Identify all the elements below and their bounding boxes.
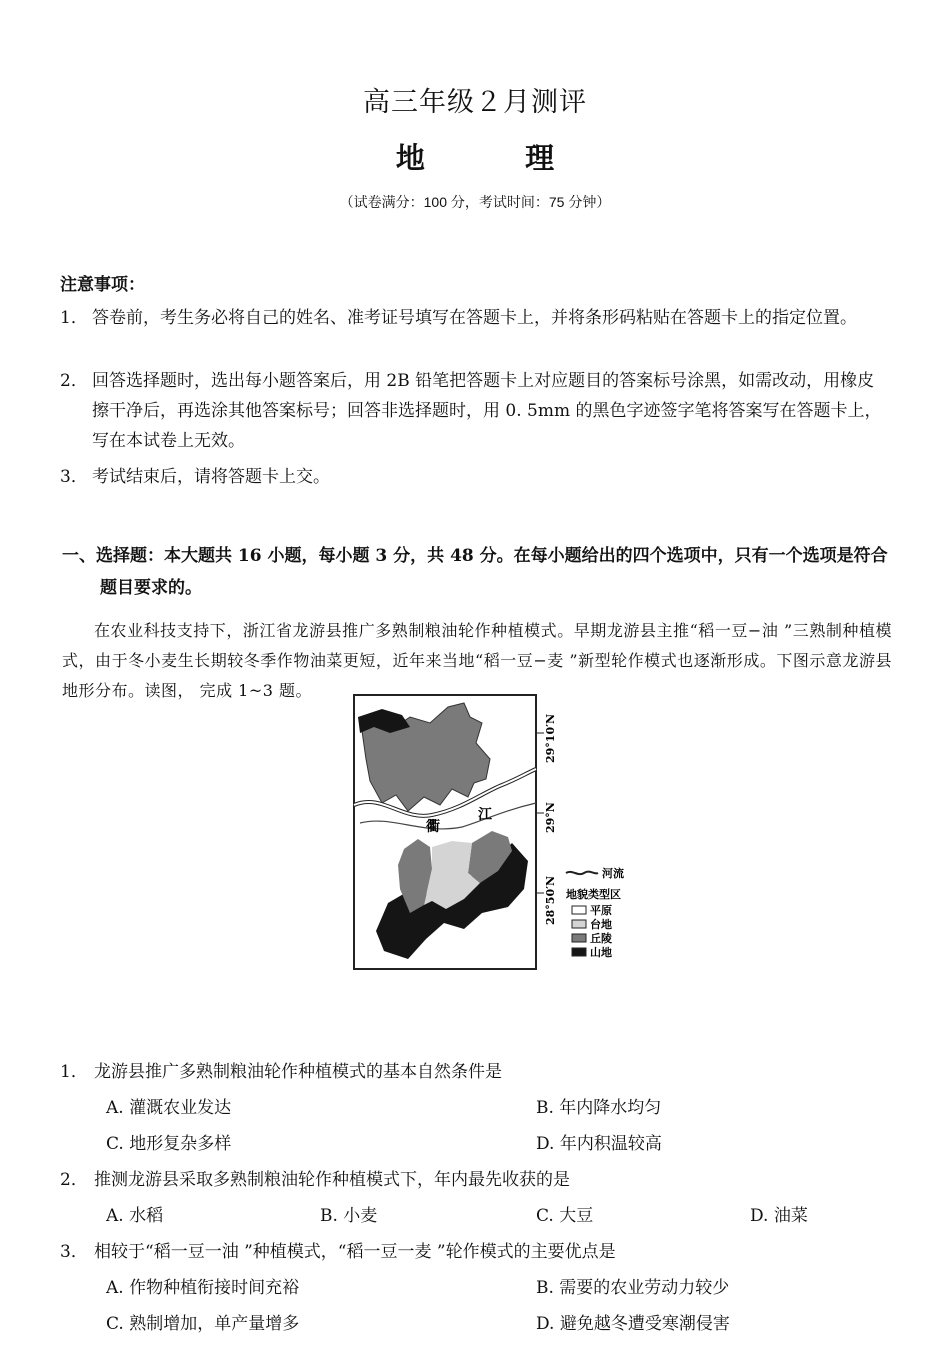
legend-swatch-plain bbox=[572, 906, 586, 914]
lat-label-1: 29°10′N bbox=[544, 713, 557, 763]
option-a: A. 灌溉农业发达 bbox=[106, 1098, 232, 1118]
map-river-label-1: 衢 bbox=[426, 819, 440, 835]
option-b: B. 年内降水均匀 bbox=[536, 1098, 662, 1118]
option-c: C. 地形复杂多样 bbox=[106, 1134, 232, 1154]
legend-label-tableland: 台地 bbox=[590, 918, 612, 931]
legend-river-icon bbox=[566, 872, 598, 875]
option-c: C. 大豆 bbox=[536, 1206, 594, 1226]
option-d: D. 避免越冬遭受寒潮侵害 bbox=[536, 1314, 730, 1334]
question-text: 龙游县推广多熟制粮油轮作种植模式的基本自然条件是 bbox=[94, 1062, 502, 1082]
option-a: A. 作物种植衔接时间充裕 bbox=[106, 1278, 300, 1298]
option-b: B. 小麦 bbox=[320, 1206, 378, 1226]
lat-label-2: 29°N bbox=[544, 802, 557, 833]
section-heading-text: 一、选择题：本大题共 16 小题，每小题 3 分，共 48 分。在每小题给出的四个选项中，只有一个选项是符合题目要求的。 bbox=[62, 546, 888, 598]
question-text: 推测龙游县采取多熟制粮油轮作种植模式下，年内最先收获的是 bbox=[94, 1170, 570, 1190]
map-river-label-2: 江 bbox=[478, 807, 492, 823]
notice-item bbox=[60, 366, 890, 456]
subject-char-2: 理 bbox=[525, 141, 555, 175]
notice-item-text: 回答选择题时，选出每小题答案后，用 2B 铅笔把答题卡上对应题目的答案标号涂黑，如需改动，用橡皮擦干净后，再选涂其他答案标号；回答非选择题时，用 0. 5mm 的黑色字迹签字笔将答案写在答题卡上，写在本试卷上无效。 bbox=[92, 371, 882, 451]
question-number: 3． bbox=[60, 1242, 88, 1262]
notice-item-text: 考试结束后，请将答题卡上交。 bbox=[92, 467, 330, 487]
passage: 在农业科技支持下，浙江省龙游县推广多熟制粮油轮作种植模式。早期龙游县主推“稻一豆−油 ”三熟制种植模式，由于冬小麦生长期较冬季作物油菜更短，近年来当地“稻一豆−麦 ”新型轮作模式也逐渐形成。下图示意龙游县地形分布。读图， 完成 1~3 题。 bbox=[62, 621, 892, 700]
legend-label-plain: 平原 bbox=[590, 904, 612, 917]
option-d: D. 油菜 bbox=[750, 1206, 808, 1226]
legend-river-label: 河流 bbox=[602, 867, 624, 880]
legend-label-mountain: 山地 bbox=[590, 946, 612, 959]
exam-info: （试卷满分：100 分，考试时间：75 分钟） bbox=[339, 194, 611, 210]
notice-item-text: 答卷前，考生务必将自己的姓名、准考证号填写在答题卡上，并将条形码粘贴在答题卡上的指定位置。 bbox=[92, 308, 857, 328]
legend-label-hill: 丘陵 bbox=[590, 932, 612, 945]
legend-swatch-hill bbox=[572, 934, 586, 942]
notice-item bbox=[60, 303, 890, 333]
notice-heading: 注意事项： bbox=[60, 275, 145, 295]
notice-item-number: 3． bbox=[60, 467, 88, 487]
question-number: 1． bbox=[60, 1062, 88, 1082]
question-number: 2． bbox=[60, 1170, 88, 1190]
notice-item-number: 1． bbox=[60, 308, 88, 328]
option-b: B. 需要的农业劳动力较少 bbox=[536, 1278, 730, 1298]
option-c: C. 熟制增加，单产量增多 bbox=[106, 1314, 300, 1334]
option-d: D. 年内积温较高 bbox=[536, 1134, 662, 1154]
notice-item-number: 2． bbox=[60, 371, 88, 391]
question-text: 相较于“稻一豆一油 ”种植模式，“稻一豆一麦 ”轮作模式的主要优点是 bbox=[94, 1242, 616, 1262]
subject-title bbox=[0, 136, 950, 177]
section-heading bbox=[62, 540, 892, 604]
exam-title: 高三年级２月测评 bbox=[363, 87, 587, 118]
legend-swatch-mountain bbox=[572, 948, 586, 956]
subject-char-1: 地 bbox=[395, 141, 425, 175]
legend-title: 地貌类型区 bbox=[566, 888, 621, 901]
notice-item bbox=[60, 462, 890, 492]
legend-swatch-tableland bbox=[572, 920, 586, 928]
terrain-map bbox=[352, 693, 642, 973]
option-a: A. 水稻 bbox=[106, 1206, 164, 1226]
lat-label-3: 28°50′N bbox=[544, 875, 557, 925]
